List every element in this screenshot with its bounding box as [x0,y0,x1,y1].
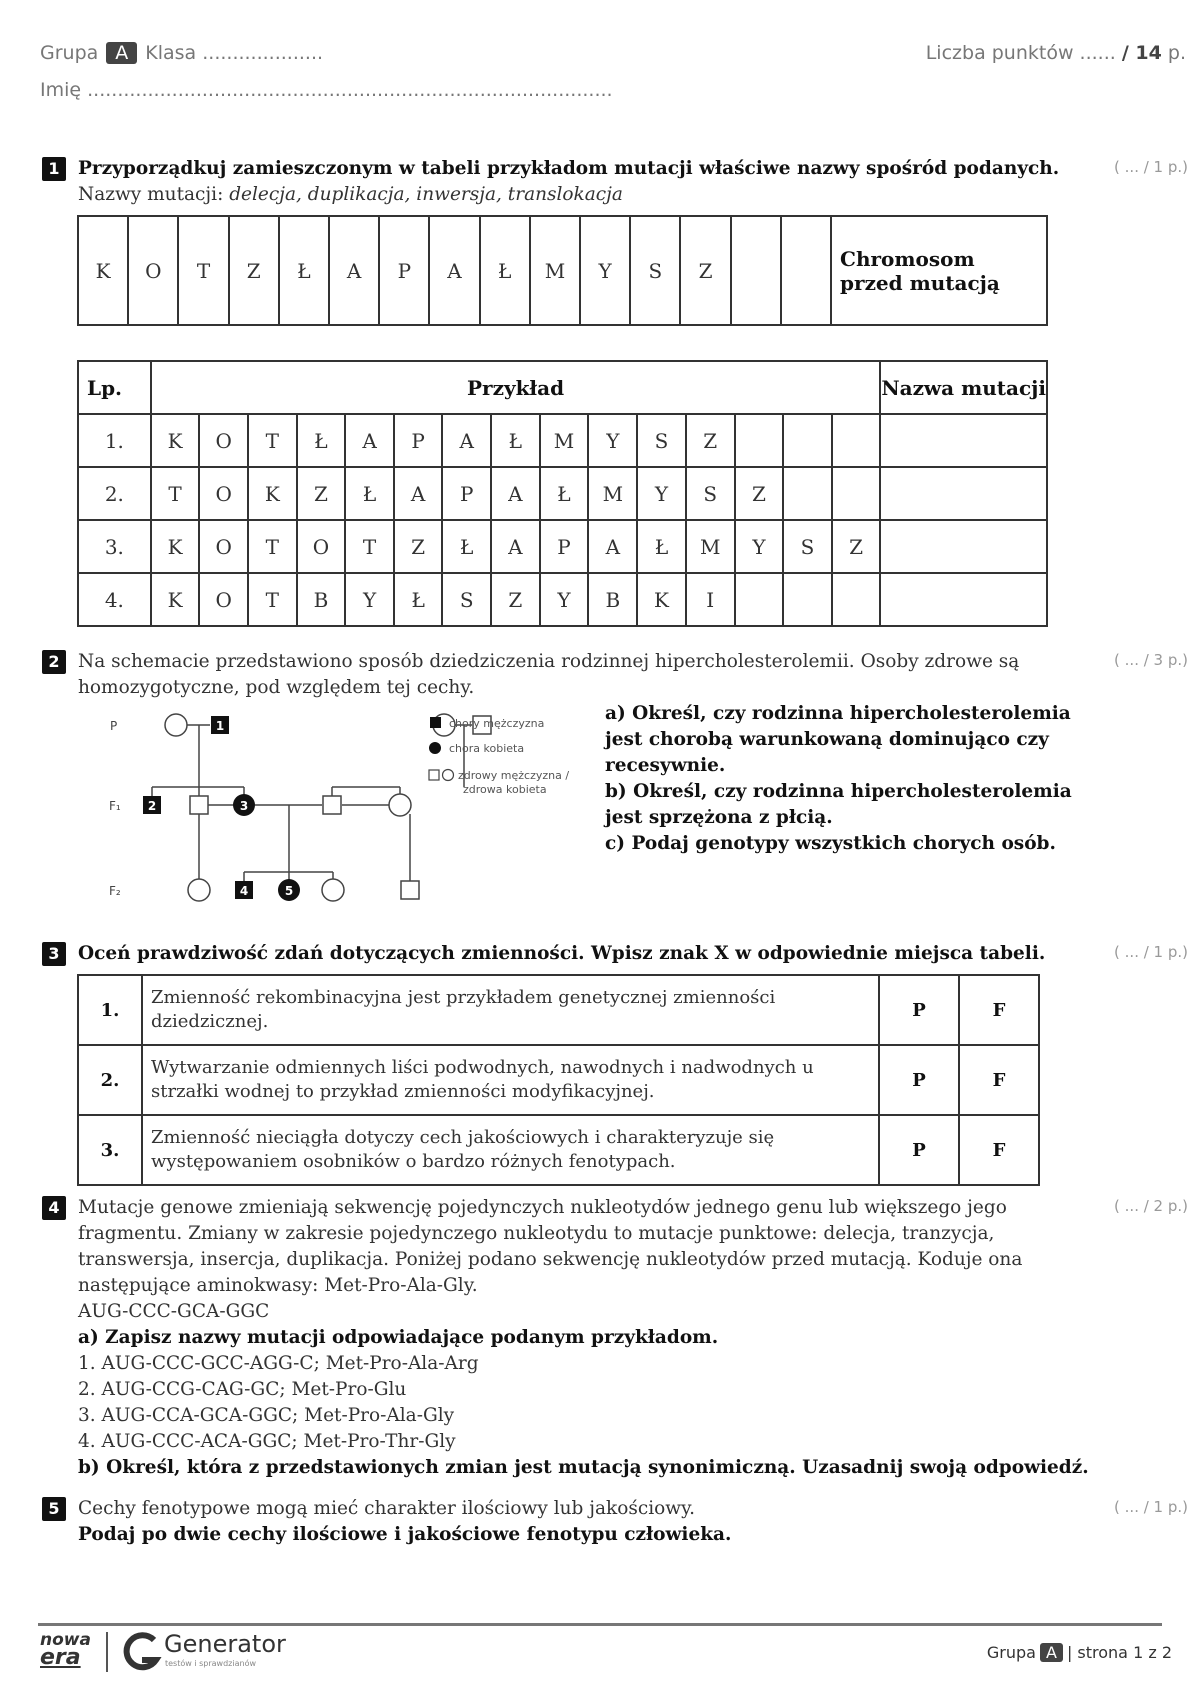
example-cell [832,414,881,467]
example-cell: S [637,414,686,467]
example-cell [783,573,832,626]
nowa-era-logo [40,1630,96,1670]
individual-1-label: 1 [215,719,225,733]
example-cell: S [783,520,832,573]
statement-text: Zmienność rekombinacyjna jest przykładem genetycznej zmienności dziedzicznej. [142,975,879,1045]
q5-line2: Podaj po dwie cechy ilościowe i jakościowe fenotypu człowieka. [78,1524,732,1545]
mutation-name-answer-cell[interactable] [880,467,1047,520]
chromosome-cell: A [329,216,379,325]
q3-instruction: Oceń prawdziwość zdań dotyczących zmienności. Wpisz znak X w odpowiednie miejsca tabeli. [78,943,1046,964]
q2-task-c: c) Podaj genotypy wszystkich chorych osób. [605,833,1056,854]
mutation-name-answer-cell[interactable] [880,414,1047,467]
true-option[interactable]: P [879,975,959,1045]
example-cell: K [151,414,200,467]
q2-task-b: b) Określ, czy rodzinna hipercholesterolemia jest sprzężona z płcią. [605,781,1072,828]
example-cell: S [686,467,735,520]
healthy-female-symbol [188,879,210,901]
q2-line1: Na schemacie przedstawiono sposób dziedziczenia rodzinnej hipercholesterolemii. Osoby zdrowe są [78,651,1020,672]
class-field: Klasa .................... [145,42,324,64]
gen-label-p: P [110,719,118,733]
example-cell: T [151,467,200,520]
example-cell: K [151,573,200,626]
chromosome-cell: Ł [480,216,530,325]
row-number: 3. [78,520,151,573]
chromosome-label: Chromosom przed mutacją [831,216,1047,325]
points-total: / 14 [1121,42,1162,64]
chromosome-cell: Ł [279,216,329,325]
example-cell: S [442,573,491,626]
example-cell: K [248,467,297,520]
healthy-male-symbol [323,796,341,814]
example-cell: Ł [394,573,443,626]
statement-number: 1. [78,975,142,1045]
q4-example: 1. AUG-CCC-GCC-AGG-C; Met-Pro-Ala-Arg [78,1353,479,1374]
true-false-table [77,974,1040,1186]
logo-era: era [40,1645,81,1670]
q2-points: ( ... / 3 p.) [1114,651,1188,669]
example-cell: Y [588,414,637,467]
q5-line1: Cechy fenotypowe mogą mieć charakter ilościowy lub jakościowy. [78,1498,696,1519]
true-option[interactable]: P [879,1045,959,1115]
example-cell: T [248,414,297,467]
example-cell: Y [540,573,589,626]
healthy-female-symbol [322,879,344,901]
q1-points: ( ... / 1 p.) [1114,158,1188,176]
example-cell: Ł [491,414,540,467]
example-row [78,414,1047,467]
generator-title: Generator [164,1630,286,1658]
row-number: 4. [78,573,151,626]
question-2-text [78,649,1019,701]
example-cell: A [442,414,491,467]
example-cell: A [491,520,540,573]
false-option[interactable]: F [959,975,1039,1045]
footer-group-badge: A [1040,1643,1063,1662]
statement-text: Zmienność nieciągła dotyczy cech jakościowych i charakteryzuje się występowaniem osobników o bardzo różnych fenotypach. [142,1115,879,1185]
mutation-name-answer-cell[interactable] [880,520,1047,573]
example-row [78,520,1047,573]
question-1-text [78,156,1059,208]
q4-line: Mutacje genowe zmieniają sekwencję pojedynczych nukleotydów jednego genu lub większego jego [78,1197,1007,1218]
q1-names-prefix: Nazwy mutacji: [78,184,224,205]
examples-header-row [78,361,1047,414]
example-cell [832,467,881,520]
example-cell: B [297,573,346,626]
legend-healthy-1: zdrowy mężczyzna / [458,769,570,782]
example-cell [832,573,881,626]
example-cell: T [248,520,297,573]
example-cell: O [297,520,346,573]
example-cell: B [588,573,637,626]
group-badge: A [106,42,137,64]
example-cell: Z [832,520,881,573]
q4-example: 4. AUG-CCC-ACA-GGC; Met-Pro-Thr-Gly [78,1431,456,1452]
statement-row [78,1115,1039,1185]
example-cell: Y [735,520,784,573]
generator-subtitle: testów i sprawdzianów [165,1659,256,1668]
example-cell [735,414,784,467]
example-cell: Z [297,467,346,520]
q1-names-list: delecja, duplikacja, inwersja, translokacja [229,184,623,205]
example-cell: K [151,520,200,573]
chromosome-cell [781,216,831,325]
q4-line: następujące aminokwasy: Met-Pro-Ala-Gly. [78,1275,478,1296]
example-cell: Z [491,573,540,626]
original-chromosome-table [77,215,1048,326]
header-example: Przykład [151,361,881,414]
individual-2-label: 2 [147,799,157,813]
legend-affected-male-icon [430,717,441,728]
example-cell: Z [394,520,443,573]
logo-nowa: nowa [40,1630,91,1650]
mutation-name-answer-cell[interactable] [880,573,1047,626]
example-cell [783,467,832,520]
question-4-text [78,1195,1089,1481]
row-number: 1. [78,414,151,467]
example-cell: Ł [297,414,346,467]
q2-task-a: a) Określ, czy rodzinna hipercholesterolemia jest chorobą warunkowaną dominująco czy recesywnie. [605,703,1071,776]
header-group [40,42,323,64]
pedigree-chart [100,700,600,910]
mutation-examples-table [77,360,1048,627]
example-cell: K [637,573,686,626]
chromosome-cell: K [78,216,128,325]
individual-5-label: 5 [284,884,294,898]
question-number: 4 [42,1196,66,1220]
legend-healthy-2: zdrowa kobieta [463,783,547,796]
chromosome-cell: Y [580,216,630,325]
individual-3-label: 3 [239,799,249,813]
legend-healthy-female-icon [443,770,454,781]
footer-page-info [987,1643,1172,1662]
example-cell: Y [345,573,394,626]
example-cell: Ł [442,520,491,573]
question-5-text [78,1496,731,1548]
question-number: 1 [42,157,66,181]
chromosome-cell: A [429,216,479,325]
individual-4-label: 4 [239,884,249,898]
statement-row [78,1045,1039,1115]
q4-task-b: b) Określ, która z przedstawionych zmian jest mutacją synonimiczną. Uzasadnij swoją odpowiedź. [78,1457,1089,1478]
original-row [78,216,1047,325]
group-label: Grupa [40,42,99,64]
question-number: 3 [42,942,66,966]
example-cell: T [248,573,297,626]
chromosome-cell: O [128,216,178,325]
statement-text: Wytwarzanie odmiennych liści podwodnych, nawodnych i nadwodnych u strzałki wodnej to przykład zmienności modyfikacyjnej. [142,1045,879,1115]
chromosome-cell: Z [680,216,730,325]
example-cell: Ł [540,467,589,520]
examples-body [78,361,1047,626]
example-cell: O [199,467,248,520]
example-cell: Y [637,467,686,520]
statement-row [78,975,1039,1045]
q3-points: ( ... / 1 p.) [1114,943,1188,961]
footer-group-label: Grupa [986,1643,1036,1662]
example-cell [735,573,784,626]
legend-affected-male: chory mężczyzna [449,717,545,730]
legend-affected-female: chora kobieta [449,742,525,755]
example-cell: A [345,414,394,467]
example-cell: T [345,520,394,573]
q4-task-a: a) Zapisz nazwy mutacji odpowiadające podanym przykładom. [78,1327,719,1348]
example-row [78,573,1047,626]
chromosome-cell: M [530,216,580,325]
true-option[interactable]: P [879,1115,959,1185]
healthy-female-symbol [389,794,411,816]
healthy-female-symbol [165,714,187,736]
statement-number: 3. [78,1115,142,1185]
example-cell: A [491,467,540,520]
example-cell: M [540,414,589,467]
footer-page-label: | strona 1 z 2 [1066,1643,1172,1662]
q4-line: AUG-CCC-GCA-GGC [78,1301,270,1322]
gen-label-f2: F₂ [109,884,121,898]
generator-logo-icon [120,1630,162,1674]
q1-instruction: Przyporządkuj zamieszczonym w tabeli przykładom mutacji właściwe nazwy spośród podanych. [78,158,1060,179]
chromosome-cell: Z [229,216,279,325]
row-number: 2. [78,467,151,520]
example-row [78,467,1047,520]
name-field: Imię ....................................................................................... [40,79,613,101]
chromosome-cell [731,216,781,325]
legend-affected-female-icon [429,742,441,754]
q4-line: transwersja, insercja, duplikacja. Poniżej podano sekwencję nukleotydów przed mutacją. Koduje ona [78,1249,1023,1270]
healthy-male-symbol [190,796,208,814]
question-number: 2 [42,650,66,674]
healthy-male-symbol [401,881,419,899]
q4-example: 3. AUG-CCA-GCA-GGC; Met-Pro-Ala-Gly [78,1405,455,1426]
q4-example: 2. AUG-CCG-CAG-GC; Met-Pro-Glu [78,1379,407,1400]
example-cell: Z [686,414,735,467]
q4-points: ( ... / 2 p.) [1114,1197,1188,1215]
example-cell: I [686,573,735,626]
example-cell: O [199,573,248,626]
example-cell: A [588,520,637,573]
example-cell [783,414,832,467]
q5-points: ( ... / 1 p.) [1114,1498,1188,1516]
legend-healthy-male-icon [429,770,439,780]
header-points [926,42,1186,64]
question-number: 5 [42,1497,66,1521]
footer-divider [38,1623,1162,1626]
example-cell: P [540,520,589,573]
false-option[interactable]: F [959,1045,1039,1115]
statement-number: 2. [78,1045,142,1115]
q4-examples [78,1351,1089,1455]
header-lp: Lp. [78,361,151,414]
q2-line2: homozygotyczne, pod względem tej cechy. [78,677,475,698]
example-cell: Ł [345,467,394,520]
chromosome-cell: T [178,216,228,325]
logo-separator [106,1632,108,1672]
example-cell: P [442,467,491,520]
example-cell: P [394,414,443,467]
example-cell: Ł [637,520,686,573]
false-option[interactable]: F [959,1115,1039,1185]
q2-tasks [605,701,1105,857]
points-label: Liczba punktów ...... [925,42,1116,64]
example-cell: M [686,520,735,573]
chromosome-cell: S [630,216,680,325]
example-cell: O [199,414,248,467]
example-cell: O [199,520,248,573]
example-cell: A [394,467,443,520]
header-mutation-name: Nazwa mutacji [880,361,1047,414]
example-cell: M [588,467,637,520]
true-false-body [78,975,1039,1185]
points-unit: p. [1167,42,1186,64]
q4-line: fragmentu. Zmiany w zakresie pojedynczego nukleotydu to mutacje punktowe: delecja, tranzycja, [78,1223,995,1244]
example-cell: Z [735,467,784,520]
chromosome-cell: P [379,216,429,325]
q4-intro [78,1195,1089,1325]
gen-label-f1: F₁ [109,799,121,813]
